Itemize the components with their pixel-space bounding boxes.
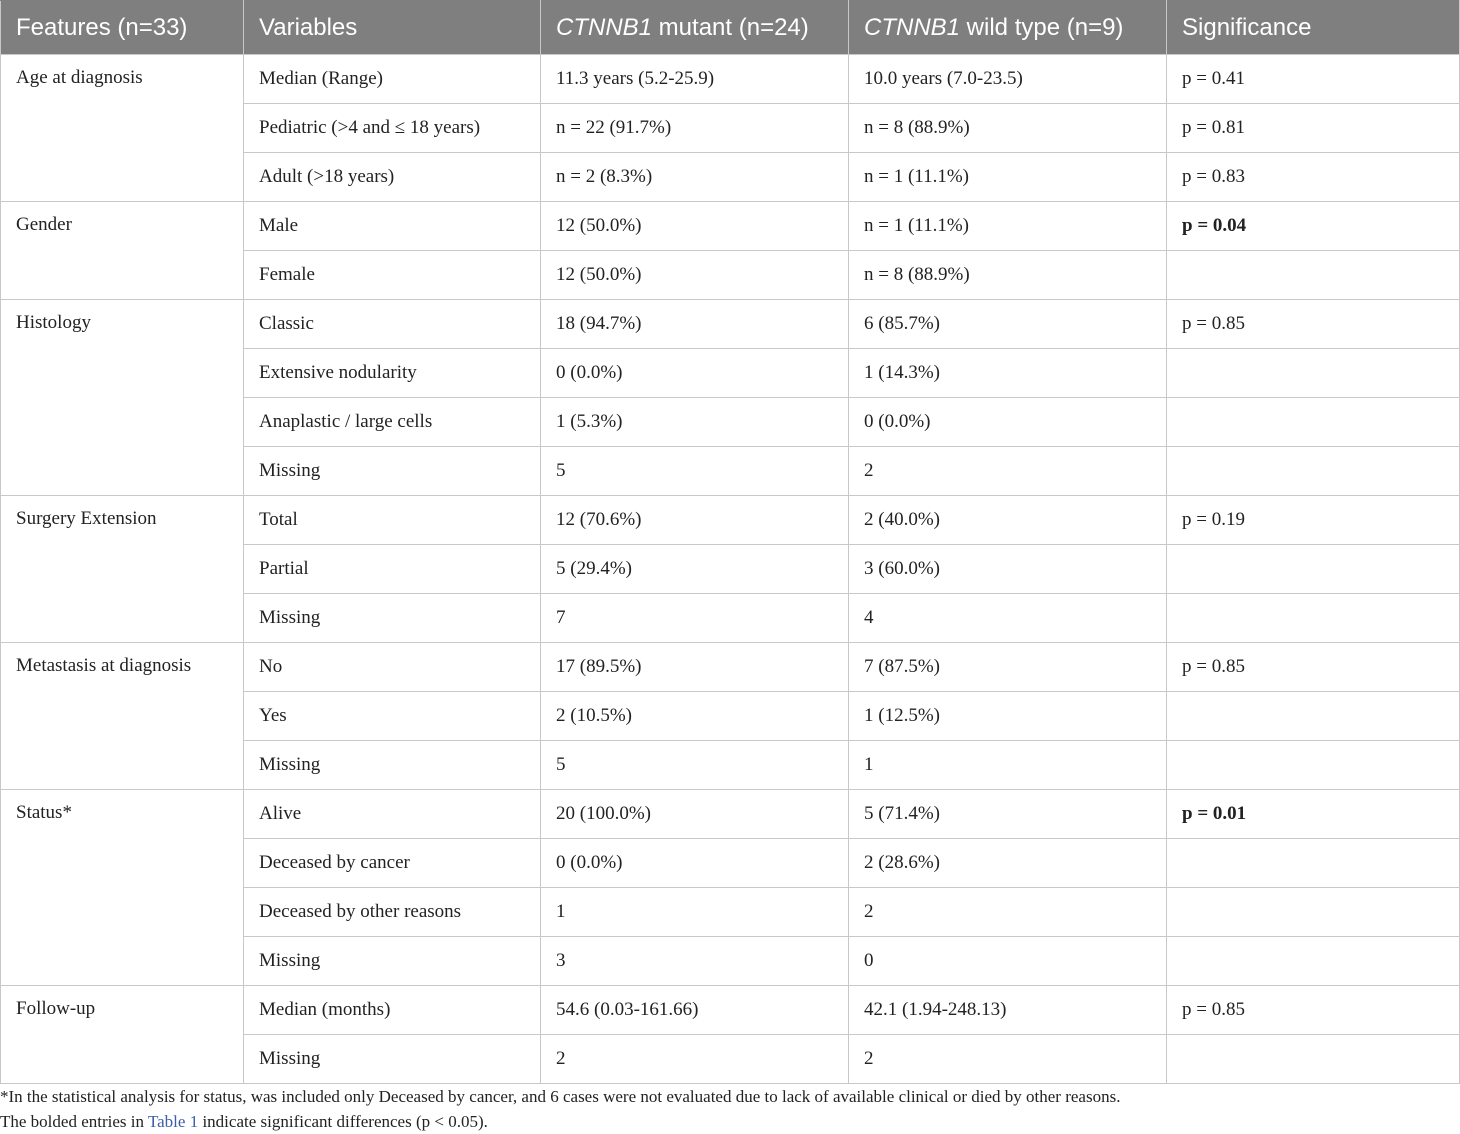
significance-cell bbox=[1167, 692, 1460, 741]
wild-cell: 2 bbox=[849, 447, 1167, 496]
wild-cell: 1 bbox=[849, 741, 1167, 790]
header-variables: Variables bbox=[244, 1, 541, 55]
footnote-bold-pre: The bolded entries in bbox=[0, 1112, 148, 1131]
significance-cell: p = 0.85 bbox=[1167, 643, 1460, 692]
table-footnotes bbox=[0, 1084, 1120, 1134]
table-row bbox=[1, 202, 1460, 251]
variable-cell: Alive bbox=[244, 790, 541, 839]
mutant-cell: 0 (0.0%) bbox=[541, 349, 849, 398]
significance-cell bbox=[1167, 937, 1460, 986]
mutant-cell: 20 (100.0%) bbox=[541, 790, 849, 839]
wild-cell: n = 8 (88.9%) bbox=[849, 251, 1167, 300]
variable-cell: Yes bbox=[244, 692, 541, 741]
wild-cell: n = 1 (11.1%) bbox=[849, 202, 1167, 251]
mutant-cell: 0 (0.0%) bbox=[541, 839, 849, 888]
variable-cell: Deceased by other reasons bbox=[244, 888, 541, 937]
significance-cell bbox=[1167, 839, 1460, 888]
variable-cell: Missing bbox=[244, 937, 541, 986]
mutant-cell: 12 (70.6%) bbox=[541, 496, 849, 545]
significance-cell bbox=[1167, 594, 1460, 643]
significance-cell: p = 0.19 bbox=[1167, 496, 1460, 545]
header-wild-gene: CTNNB1 bbox=[864, 13, 961, 41]
variable-cell: Extensive nodularity bbox=[244, 349, 541, 398]
mutant-cell: 12 (50.0%) bbox=[541, 251, 849, 300]
wild-cell: 0 bbox=[849, 937, 1167, 986]
significance-cell: p = 0.41 bbox=[1167, 55, 1460, 104]
significance-cell: p = 0.81 bbox=[1167, 104, 1460, 153]
footnote-status: *In the statistical analysis for status, was included only Deceased by cancer, and 6 cases were not evaluated due to lack of available clinical or died by other reasons. bbox=[0, 1087, 1121, 1106]
feature-age: Age at diagnosis bbox=[1, 55, 244, 202]
footnote-bold-post: indicate significant differences (p < 0.05). bbox=[198, 1112, 488, 1131]
wild-cell: 5 (71.4%) bbox=[849, 790, 1167, 839]
table-row bbox=[1, 496, 1460, 545]
significance-cell bbox=[1167, 888, 1460, 937]
header-mutant-label: mutant (n=24) bbox=[652, 13, 809, 41]
wild-cell: n = 1 (11.1%) bbox=[849, 153, 1167, 202]
variable-cell: Missing bbox=[244, 1035, 541, 1084]
wild-cell: 2 bbox=[849, 1035, 1167, 1084]
variable-cell: Missing bbox=[244, 594, 541, 643]
footnote-bold bbox=[0, 1109, 1120, 1134]
feature-histology: Histology bbox=[1, 300, 244, 496]
wild-cell: 10.0 years (7.0-23.5) bbox=[849, 55, 1167, 104]
variable-cell: Male bbox=[244, 202, 541, 251]
mutant-cell: 11.3 years (5.2-25.9) bbox=[541, 55, 849, 104]
mutant-cell: 5 (29.4%) bbox=[541, 545, 849, 594]
feature-metastasis: Metastasis at diagnosis bbox=[1, 643, 244, 790]
wild-cell: 7 (87.5%) bbox=[849, 643, 1167, 692]
mutant-cell: 5 bbox=[541, 741, 849, 790]
significance-cell bbox=[1167, 251, 1460, 300]
table-row bbox=[1, 643, 1460, 692]
variable-cell: Classic bbox=[244, 300, 541, 349]
mutant-cell: 18 (94.7%) bbox=[541, 300, 849, 349]
mutant-cell: 1 bbox=[541, 888, 849, 937]
significance-cell: p = 0.85 bbox=[1167, 300, 1460, 349]
variable-cell: Missing bbox=[244, 447, 541, 496]
wild-cell: 6 (85.7%) bbox=[849, 300, 1167, 349]
significance-cell-bold: p = 0.01 bbox=[1167, 790, 1460, 839]
wild-cell: 0 (0.0%) bbox=[849, 398, 1167, 447]
table-row bbox=[1, 790, 1460, 839]
table-1-link[interactable]: Table 1 bbox=[147, 1112, 199, 1131]
significance-cell: p = 0.83 bbox=[1167, 153, 1460, 202]
mutant-cell: n = 22 (91.7%) bbox=[541, 104, 849, 153]
variable-cell: Deceased by cancer bbox=[244, 839, 541, 888]
variable-cell: Partial bbox=[244, 545, 541, 594]
table-row bbox=[1, 986, 1460, 1035]
wild-cell: 42.1 (1.94-248.13) bbox=[849, 986, 1167, 1035]
variable-cell: Pediatric (>4 and ≤ 18 years) bbox=[244, 104, 541, 153]
mutant-cell: 3 bbox=[541, 937, 849, 986]
significance-cell bbox=[1167, 741, 1460, 790]
variable-cell: Female bbox=[244, 251, 541, 300]
header-row bbox=[1, 1, 1460, 55]
significance-cell bbox=[1167, 398, 1460, 447]
wild-cell: n = 8 (88.9%) bbox=[849, 104, 1167, 153]
variable-cell: Median (months) bbox=[244, 986, 541, 1035]
header-mutant bbox=[541, 1, 849, 55]
significance-cell: p = 0.85 bbox=[1167, 986, 1460, 1035]
header-significance: Significance bbox=[1167, 1, 1460, 55]
variable-cell: Total bbox=[244, 496, 541, 545]
variable-cell: Anaplastic / large cells bbox=[244, 398, 541, 447]
mutant-cell: 2 (10.5%) bbox=[541, 692, 849, 741]
feature-followup: Follow-up bbox=[1, 986, 244, 1084]
mutant-cell: 1 (5.3%) bbox=[541, 398, 849, 447]
feature-status: Status* bbox=[1, 790, 244, 986]
variable-cell: Median (Range) bbox=[244, 55, 541, 104]
wild-cell: 1 (12.5%) bbox=[849, 692, 1167, 741]
header-wild-type bbox=[849, 1, 1167, 55]
variable-cell: No bbox=[244, 643, 541, 692]
wild-cell: 1 (14.3%) bbox=[849, 349, 1167, 398]
feature-surgery: Surgery Extension bbox=[1, 496, 244, 643]
feature-gender: Gender bbox=[1, 202, 244, 300]
mutant-cell: 5 bbox=[541, 447, 849, 496]
mutant-cell: 7 bbox=[541, 594, 849, 643]
mutant-cell: 12 (50.0%) bbox=[541, 202, 849, 251]
wild-cell: 2 (40.0%) bbox=[849, 496, 1167, 545]
wild-cell: 2 bbox=[849, 888, 1167, 937]
mutant-cell: 54.6 (0.03-161.66) bbox=[541, 986, 849, 1035]
wild-cell: 4 bbox=[849, 594, 1167, 643]
header-features: Features (n=33) bbox=[1, 1, 244, 55]
variable-cell: Adult (>18 years) bbox=[244, 153, 541, 202]
table-row bbox=[1, 300, 1460, 349]
mutant-cell: 2 bbox=[541, 1035, 849, 1084]
significance-cell-bold: p = 0.04 bbox=[1167, 202, 1460, 251]
significance-cell bbox=[1167, 545, 1460, 594]
significance-cell bbox=[1167, 447, 1460, 496]
significance-cell bbox=[1167, 1035, 1460, 1084]
mutant-cell: n = 2 (8.3%) bbox=[541, 153, 849, 202]
variable-cell: Missing bbox=[244, 741, 541, 790]
header-mutant-gene: CTNNB1 bbox=[556, 13, 653, 41]
wild-cell: 3 (60.0%) bbox=[849, 545, 1167, 594]
wild-cell: 2 (28.6%) bbox=[849, 839, 1167, 888]
significance-cell bbox=[1167, 349, 1460, 398]
header-wild-label: wild type (n=9) bbox=[960, 13, 1124, 41]
table-row bbox=[1, 55, 1460, 104]
mutant-cell: 17 (89.5%) bbox=[541, 643, 849, 692]
